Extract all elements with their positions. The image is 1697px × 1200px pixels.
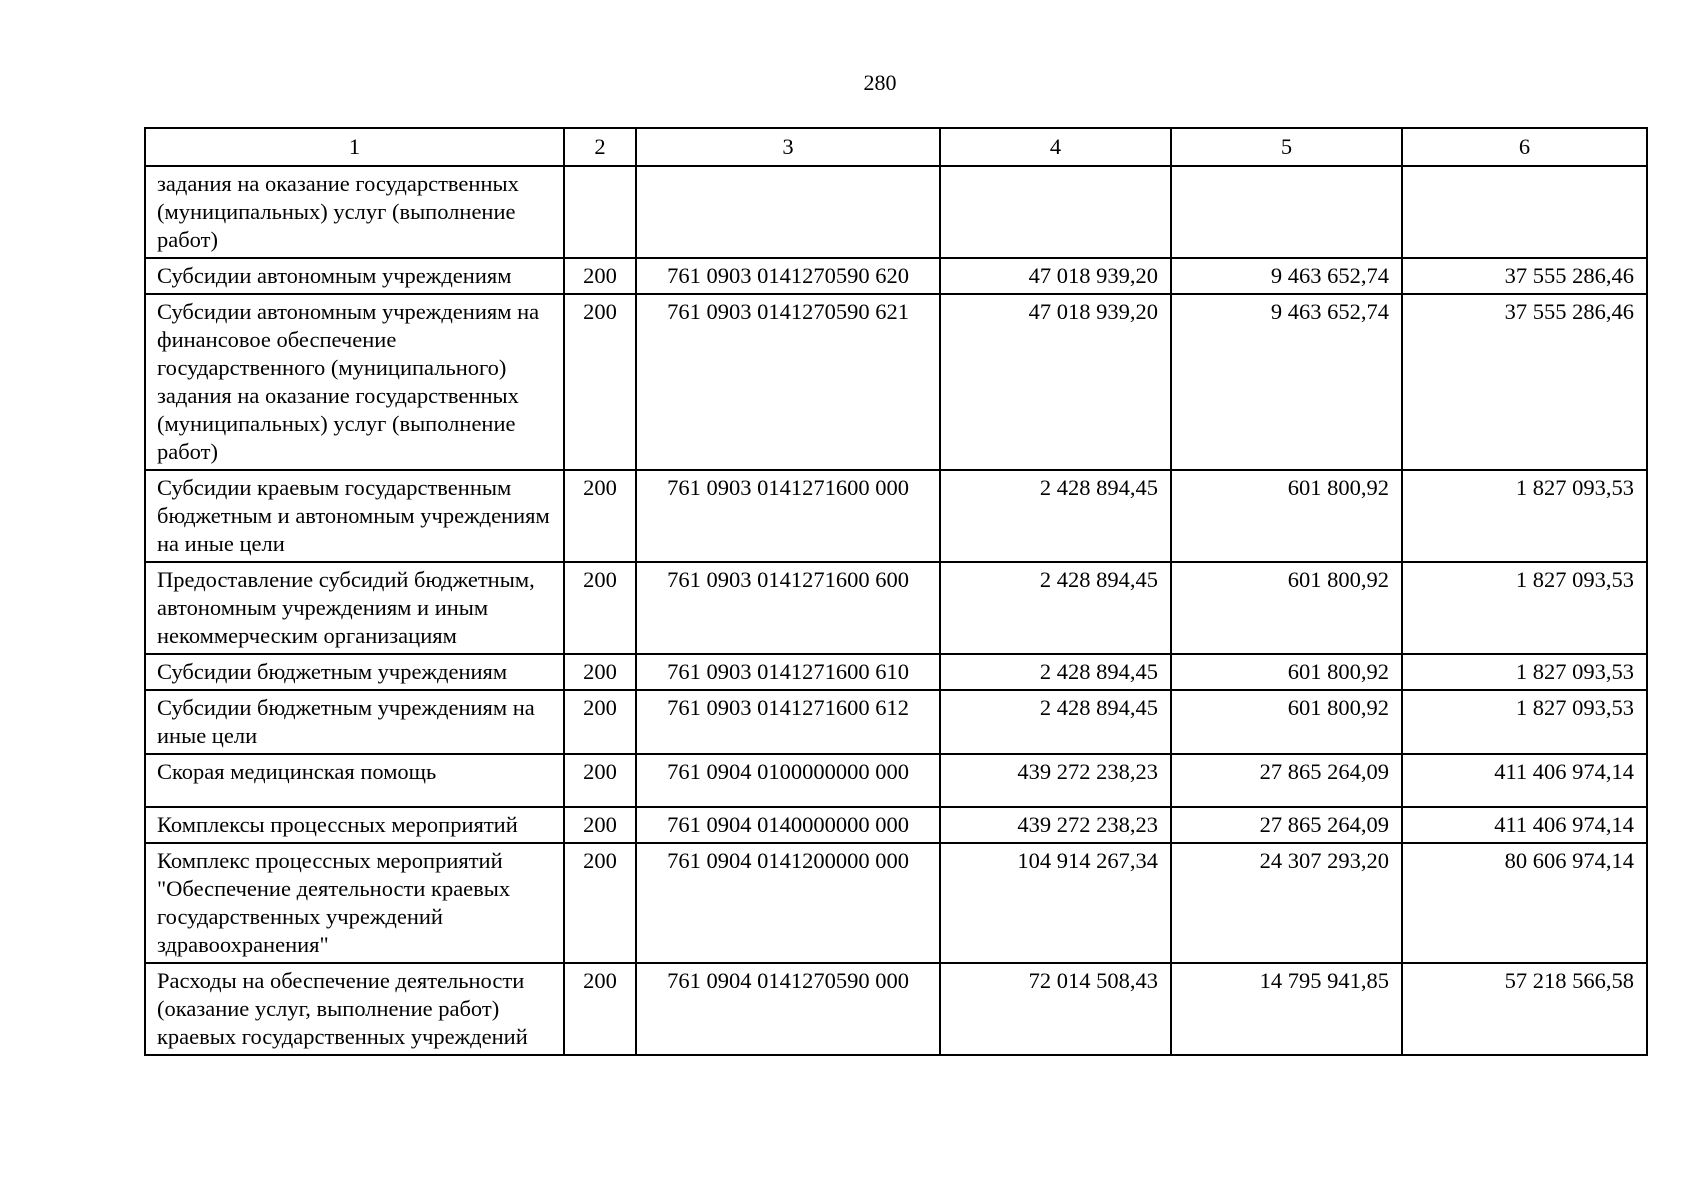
row-executed-cell: 601 800,92: [1171, 562, 1402, 654]
table-row: [145, 963, 1647, 1055]
table-row: [145, 470, 1647, 562]
row-line-code-cell: 200: [564, 294, 636, 470]
row-line-code-cell: 200: [564, 258, 636, 294]
row-name-cell: задания на оказание государственных (муниципальных) услуг (выполнение работ): [145, 166, 564, 258]
row-budget-code-cell: [636, 166, 940, 258]
row-line-code-cell: 200: [564, 754, 636, 807]
row-unexecuted-cell: 57 218 566,58: [1402, 963, 1647, 1055]
row-line-code-cell: 200: [564, 843, 636, 963]
row-budget-code-cell: 761 0903 0141271600 600: [636, 562, 940, 654]
row-line-code-cell: 200: [564, 654, 636, 690]
row-line-code-cell: 200: [564, 963, 636, 1055]
row-name-cell: Предоставление субсидий бюджетным, автономным учреждениям и иным некоммерческим организациям: [145, 562, 564, 654]
table-row: [145, 754, 1647, 807]
row-executed-cell: 24 307 293,20: [1171, 843, 1402, 963]
row-line-code-cell: 200: [564, 562, 636, 654]
column-header-3: 3: [636, 128, 940, 166]
row-unexecuted-cell: 411 406 974,14: [1402, 807, 1647, 843]
row-name-cell: Расходы на обеспечение деятельности (оказание услуг, выполнение работ) краевых государственных учреждений: [145, 963, 564, 1055]
table-row: [145, 166, 1647, 258]
row-name-cell: Комплексы процессных мероприятий: [145, 807, 564, 843]
row-unexecuted-cell: 411 406 974,14: [1402, 754, 1647, 807]
row-executed-cell: 14 795 941,85: [1171, 963, 1402, 1055]
row-approved-cell: 104 914 267,34: [940, 843, 1171, 963]
table-row: [145, 654, 1647, 690]
page-number: 280: [863, 70, 897, 95]
row-line-code-cell: [564, 166, 636, 258]
column-header-5: 5: [1171, 128, 1402, 166]
row-approved-cell: 72 014 508,43: [940, 963, 1171, 1055]
row-approved-cell: 47 018 939,20: [940, 294, 1171, 470]
row-budget-code-cell: 761 0904 0140000000 000: [636, 807, 940, 843]
row-unexecuted-cell: 80 606 974,14: [1402, 843, 1647, 963]
row-budget-code-cell: 761 0903 0141270590 620: [636, 258, 940, 294]
row-budget-code-cell: 761 0903 0141270590 621: [636, 294, 940, 470]
row-name-cell: Субсидии бюджетным учреждениям на иные цели: [145, 690, 564, 754]
row-approved-cell: 2 428 894,45: [940, 470, 1171, 562]
row-budget-code-cell: 761 0903 0141271600 610: [636, 654, 940, 690]
table-row: [145, 562, 1647, 654]
row-line-code-cell: 200: [564, 690, 636, 754]
row-budget-code-cell: 761 0904 0141270590 000: [636, 963, 940, 1055]
row-name-cell: Субсидии автономным учреждениям на финансовое обеспечение государственного (муниципального) задания на оказание государственных (муниципальных) услуг (выполнение работ): [145, 294, 564, 470]
row-name-cell: Скорая медицинская помощь: [145, 754, 564, 807]
row-unexecuted-cell: 1 827 093,53: [1402, 690, 1647, 754]
row-executed-cell: 601 800,92: [1171, 654, 1402, 690]
table-row: [145, 843, 1647, 963]
row-unexecuted-cell: 1 827 093,53: [1402, 562, 1647, 654]
row-executed-cell: 27 865 264,09: [1171, 754, 1402, 807]
table-header-row: [145, 128, 1647, 166]
row-budget-code-cell: 761 0903 0141271600 612: [636, 690, 940, 754]
row-approved-cell: 2 428 894,45: [940, 690, 1171, 754]
row-name-cell: Субсидии автономным учреждениям: [145, 258, 564, 294]
row-unexecuted-cell: 37 555 286,46: [1402, 294, 1647, 470]
row-executed-cell: 9 463 652,74: [1171, 294, 1402, 470]
row-approved-cell: 2 428 894,45: [940, 654, 1171, 690]
row-unexecuted-cell: 37 555 286,46: [1402, 258, 1647, 294]
row-budget-code-cell: 761 0904 0100000000 000: [636, 754, 940, 807]
table-row: [145, 258, 1647, 294]
table-row: [145, 294, 1647, 470]
budget-table: [144, 127, 1648, 1056]
row-approved-cell: [940, 166, 1171, 258]
row-approved-cell: 2 428 894,45: [940, 562, 1171, 654]
row-executed-cell: 601 800,92: [1171, 690, 1402, 754]
column-header-4: 4: [940, 128, 1171, 166]
row-executed-cell: 27 865 264,09: [1171, 807, 1402, 843]
row-approved-cell: 439 272 238,23: [940, 807, 1171, 843]
row-line-code-cell: 200: [564, 470, 636, 562]
row-name-cell: Субсидии краевым государственным бюджетным и автономным учреждениям на иные цели: [145, 470, 564, 562]
row-unexecuted-cell: [1402, 166, 1647, 258]
column-header-6: 6: [1402, 128, 1647, 166]
table-row: [145, 807, 1647, 843]
row-unexecuted-cell: 1 827 093,53: [1402, 470, 1647, 562]
row-executed-cell: [1171, 166, 1402, 258]
row-unexecuted-cell: 1 827 093,53: [1402, 654, 1647, 690]
row-executed-cell: 9 463 652,74: [1171, 258, 1402, 294]
table-row: [145, 690, 1647, 754]
row-name-cell: Комплекс процессных мероприятий "Обеспечение деятельности краевых государственных учреждений здравоохранения": [145, 843, 564, 963]
row-budget-code-cell: 761 0904 0141200000 000: [636, 843, 940, 963]
column-header-2: 2: [564, 128, 636, 166]
row-line-code-cell: 200: [564, 807, 636, 843]
row-approved-cell: 47 018 939,20: [940, 258, 1171, 294]
column-header-1: 1: [145, 128, 564, 166]
row-approved-cell: 439 272 238,23: [940, 754, 1171, 807]
row-name-cell: Субсидии бюджетным учреждениям: [145, 654, 564, 690]
row-budget-code-cell: 761 0903 0141271600 000: [636, 470, 940, 562]
row-executed-cell: 601 800,92: [1171, 470, 1402, 562]
